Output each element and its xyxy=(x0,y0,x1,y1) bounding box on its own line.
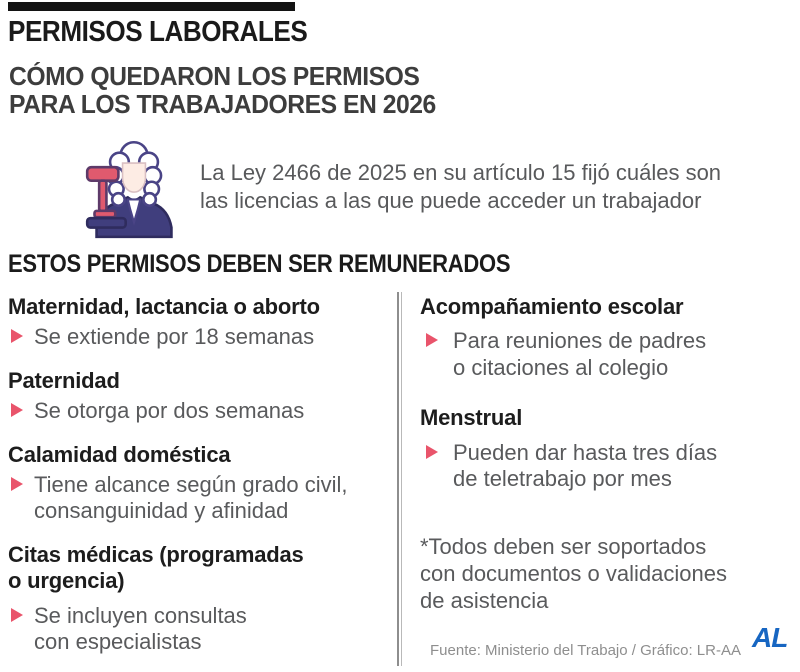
permit-title xyxy=(8,542,390,595)
al-logo: AL xyxy=(752,622,788,653)
title-line: Acompañamiento escolar xyxy=(420,294,684,319)
permit-title xyxy=(8,442,390,468)
permit-item-citas-medicas xyxy=(8,542,390,656)
permit-detail xyxy=(453,440,717,493)
title-line: Paternidad xyxy=(8,367,120,393)
triangle-bullet-icon xyxy=(11,477,23,491)
page-title: PERMISOS LABORALES xyxy=(8,16,308,48)
permit-detail xyxy=(34,603,247,656)
detail-line: de teletrabajo por mes xyxy=(453,465,672,491)
triangle-bullet-icon xyxy=(11,329,23,343)
permit-detail xyxy=(34,472,347,525)
permit-bullet xyxy=(8,472,390,525)
detail-line: o citaciones al colegio xyxy=(453,354,669,380)
permit-title xyxy=(420,405,792,431)
permit-detail xyxy=(453,328,706,381)
detail-line: Pueden dar hasta tres días xyxy=(453,439,718,465)
title-line: Citas médicas (programadas xyxy=(8,541,304,567)
permit-detail xyxy=(34,398,304,424)
permits-column-left xyxy=(8,294,390,672)
permit-title xyxy=(420,294,792,320)
detail-line: consanguinidad y afinidad xyxy=(34,498,289,524)
permit-item-menstrual xyxy=(420,405,792,492)
permit-bullet xyxy=(8,324,390,350)
triangle-bullet-icon xyxy=(11,608,23,622)
footnote-line: con documentos o validaciones xyxy=(420,561,727,587)
permit-item-calamidad xyxy=(8,442,390,525)
detail-line: con especialistas xyxy=(34,628,202,654)
title-line: o urgencia) xyxy=(8,568,125,594)
detail-line: Se otorga por dos semanas xyxy=(34,398,305,424)
column-divider xyxy=(397,292,402,666)
title-line: Menstrual xyxy=(420,405,523,431)
detail-line: Se incluyen consultas xyxy=(34,602,247,628)
lede-text xyxy=(200,159,721,214)
permit-bullet xyxy=(420,328,792,381)
subtitle-line: PARA LOS TRABAJADORES EN 2026 xyxy=(9,89,436,120)
permit-bullet xyxy=(8,398,390,424)
section-header: ESTOS PERMISOS DEBEN SER REMUNERADOS xyxy=(8,250,511,278)
triangle-bullet-icon xyxy=(11,403,23,417)
title-line: Calamidad doméstica xyxy=(8,441,231,467)
detail-line: Para reuniones de padres xyxy=(453,328,707,354)
permits-column-right xyxy=(420,294,792,615)
page-subtitle xyxy=(9,62,436,118)
lede-line: las licencias a las que puede acceder un trabajador xyxy=(200,187,702,213)
permit-detail xyxy=(34,324,314,350)
footnote xyxy=(420,534,792,614)
lede-line: La Ley 2466 de 2025 en su artículo 15 fijó cuáles son xyxy=(200,160,722,185)
permit-bullet xyxy=(8,603,390,656)
top-accent-bar xyxy=(8,2,295,11)
detail-line: Tiene alcance según grado civil, xyxy=(34,471,348,497)
footnote-line: de asistencia xyxy=(420,588,549,613)
subtitle-line: CÓMO QUEDARON LOS PERMISOS xyxy=(9,61,420,91)
permit-title xyxy=(8,368,390,394)
permit-item-maternidad xyxy=(8,294,390,351)
footnote-line: *Todos deben ser soportados xyxy=(420,534,707,560)
title-line: Maternidad, lactancia o aborto xyxy=(8,294,320,319)
judge-gavel-icon xyxy=(82,136,186,240)
permit-title xyxy=(8,294,390,320)
triangle-bullet-icon xyxy=(426,333,438,347)
permit-bullet xyxy=(420,440,792,493)
permit-item-paternidad xyxy=(8,368,390,425)
permit-item-acompanamiento xyxy=(420,294,792,381)
source-credit: Fuente: Ministerio del Trabajo / Gráfico: LR-AA xyxy=(430,642,741,659)
detail-line: Se extiende por 18 semanas xyxy=(34,324,315,350)
triangle-bullet-icon xyxy=(426,445,438,459)
